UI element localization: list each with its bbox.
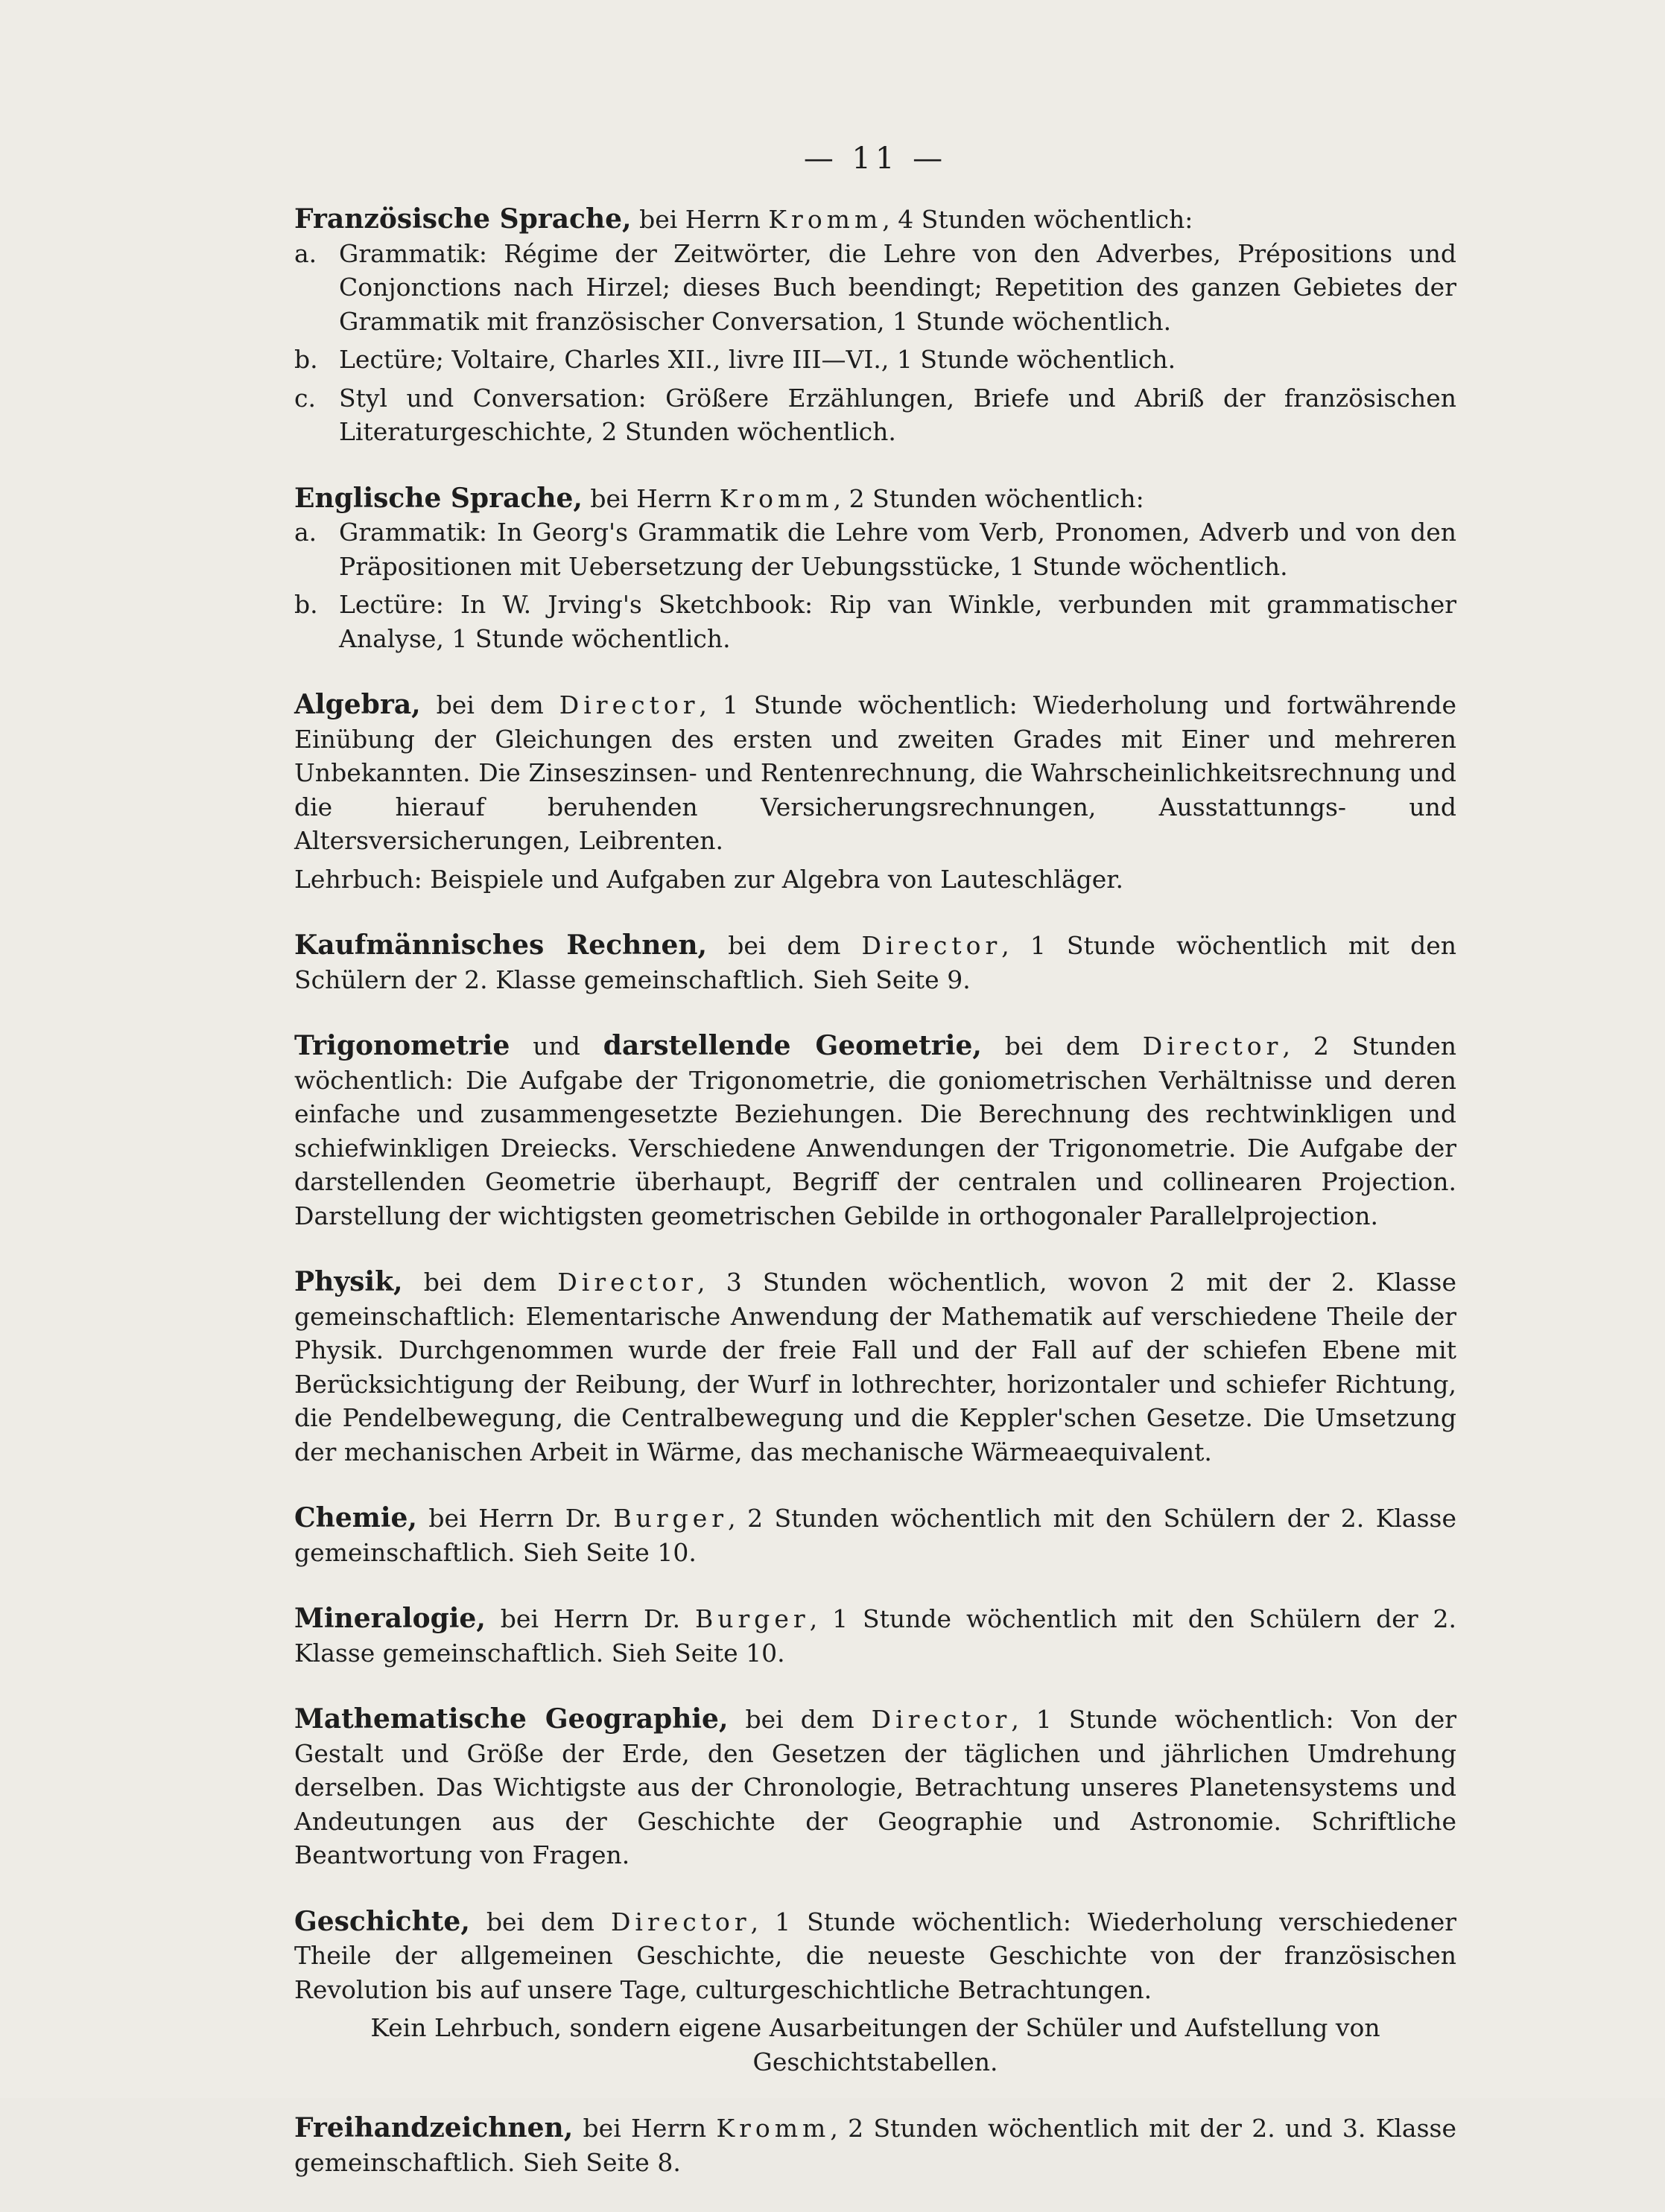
item-marker: b.	[294, 345, 318, 374]
teacher-intro: bei dem	[469, 1907, 611, 1936]
section-paragraph	[294, 1905, 1456, 2007]
item-text: Grammatik: In Georg's Grammatik die Lehre vom Verb, Pronomen, Adverb und von den Präpositionen mit Uebersetzung der Uebungsstücke, 1 Stunde wöchentlich.	[339, 518, 1456, 581]
title-connector: und	[510, 1032, 603, 1061]
teacher-intro: bei Herrn Dr.	[485, 1604, 695, 1633]
section-title: Mineralogie,	[294, 1603, 486, 1634]
section-trigonometrie	[294, 1029, 1456, 1233]
teacher-intro: bei dem	[707, 931, 862, 960]
teacher-intro: bei Herrn	[582, 483, 720, 513]
textbook-note: Kein Lehrbuch, sondern eigene Ausarbeitungen der Schüler und Aufstellung von Geschichtstabellen.	[370, 2013, 1380, 2076]
teacher-intro: bei dem	[420, 690, 559, 719]
page-content	[294, 127, 1456, 2212]
topic-list	[294, 237, 1456, 449]
section-body: , 1 Stunde wöchentlich: Wiederholung verschiedener Theile der allgemeinen Geschichte, die neueste Geschichte von der französischen Revolution bis auf unsere Tage, culturgeschichtliche Betrachtungen.	[294, 1907, 1456, 2004]
section-paragraph	[294, 1703, 1456, 1872]
teacher-intro: bei dem	[402, 1268, 558, 1297]
item-text: Lectüre: In W. Jrving's Sketchbook: Rip van Winkle, verbunden mit grammatischer Analyse, 1 Stunde wöchentlich.	[339, 590, 1456, 653]
section-title: Geschichte,	[294, 1905, 470, 1937]
item-marker: a.	[294, 238, 317, 268]
section-title: Französische Sprache,	[294, 203, 632, 235]
section-body: , 2 Stunden wöchentlich mit der 2. und 3. Klasse gemeinschaftlich. Sieh Seite 8.	[294, 2114, 1456, 2177]
textbook-note: Lehrbuch: Beispiele und Aufgaben zur Algebra von Lauteschläger.	[294, 864, 1123, 894]
section-title: Kaufmännisches Rechnen,	[294, 929, 708, 961]
section-body: , 1 Stunde wöchentlich mit den Schülern der 2. Klasse gemeinschaftlich. Sieh Seite 9.	[294, 931, 1457, 994]
section-body: , 1 Stunde wöchentlich mit den Schülern der 2. Klasse gemeinschaftlich. Sieh Seite 10.	[294, 1604, 1457, 1668]
section-title: Trigonometrie	[294, 1030, 510, 1061]
section-heading-line	[294, 203, 1456, 237]
section-hours: , 4 Stunden wöchentlich:	[882, 205, 1193, 234]
section-title: Chemie,	[294, 1502, 417, 1534]
list-item	[294, 343, 1456, 377]
section-mineralogie	[294, 1602, 1456, 1670]
item-text: Grammatik: Régime der Zeitwörter, die Lehre von den Adverbes, Prépositions und Conjonctions nach Hirzel; dieses Buch beendingt; Repetition des ganzen Gebietes der Grammatik mit französischer Conversation, 1 Stunde wöchentlich.	[339, 238, 1456, 336]
section-chemie	[294, 1501, 1456, 1569]
section-title: Physik,	[294, 1266, 403, 1297]
section-paragraph	[294, 688, 1456, 858]
teacher-name: Director	[861, 931, 1002, 960]
section-franzoesische-sprache	[294, 203, 1456, 449]
section-body: , 1 Stunde wöchentlich: Von der Gestalt und Größe der Erde, den Gesetzen der täglichen und jährlichen Umdrehung derselben. Das Wichtigste aus der Chronologie, Betrachtung unseres Planetensystems und Andeutungen aus der Geschichte der Geographie und Astronomie. Schriftliche Beantwortung von Fragen.	[294, 1705, 1456, 1869]
section-paragraph	[294, 1265, 1456, 1469]
section-paragraph	[294, 1501, 1456, 1569]
teacher-name: Burger	[695, 1604, 810, 1633]
item-text: Styl und Conversation: Größere Erzählungen, Briefe und Abriß der französischen Literaturgeschichte, 2 Stunden wöchentlich.	[339, 383, 1456, 446]
section-title: Freihandzeichnen,	[294, 2112, 574, 2143]
section-geschichte	[294, 1905, 1456, 2079]
item-marker: b.	[294, 590, 318, 619]
section-body: , 2 Stunden wöchentlich mit den Schülern der 2. Klasse gemeinschaftlich. Sieh Seite 10.	[294, 1504, 1456, 1567]
teacher-intro: bei dem	[728, 1705, 872, 1734]
item-marker: c.	[294, 383, 316, 413]
teacher-intro: bei Herrn Dr.	[416, 1504, 614, 1533]
section-title-second: darstellende Geometrie,	[603, 1030, 982, 1061]
section-mathematische-geographie	[294, 1703, 1456, 1872]
section-paragraph	[294, 2111, 1456, 2179]
teacher-name: Director	[557, 1268, 698, 1297]
section-paragraph	[294, 1602, 1456, 1670]
teacher-name: Kromm	[716, 2114, 831, 2143]
section-kaufmaennisches-rechnen	[294, 929, 1456, 997]
teacher-name: Director	[871, 1705, 1012, 1734]
teacher-name: Director	[559, 690, 700, 719]
section-title: Englische Sprache,	[294, 482, 583, 514]
teacher-name: Director	[1142, 1032, 1283, 1061]
section-body: , 3 Stunden wöchentlich, wovon 2 mit der 2. Klasse gemeinschaftlich: Elementarische Anwendung der Mathematik auf verschiedene Theile der Physik. Durchgenommen wurde der freie Fall und der Fall auf der schiefen Ebene mit Berücksichtigung der Reibung, der Wurf in lothrechter, horizontaler und schiefer Richtung, die Pendelbewegung, die Centralbewegung und die Keppler'schen Gesetze. Die Umsetzung der mechanischen Arbeit in Wärme, das mechanische Wärmeaequivalent.	[294, 1268, 1456, 1466]
list-item	[294, 381, 1456, 449]
section-englische-sprache	[294, 482, 1456, 656]
teacher-name: Kromm	[719, 483, 834, 513]
teacher-intro: bei Herrn	[631, 205, 769, 234]
section-title: Mathematische Geographie,	[294, 1703, 729, 1735]
section-heading-line	[294, 482, 1456, 516]
teacher-intro: bei Herrn	[573, 2114, 717, 2143]
section-paragraph	[294, 929, 1456, 997]
section-hours: , 2 Stunden wöchentlich:	[833, 483, 1144, 513]
section-body: , 2 Stunden wöchentlich: Die Aufgabe der Trigonometrie, die goniometrischen Verhältnisse und deren einfache und zusammengesetzte Beziehungen. Die Berechnung des rechtwinkligen und schiefwinkligen Dreiecks. Verschiedene Anwendungen der Trigonometrie. Die Aufgabe der darstellenden Geometrie überhaupt, Begriff der centralen und collinearen Projection. Darstellung der wichtigsten geometrischen Gebilde in orthogonaler Parallelprojection.	[294, 1032, 1457, 1230]
list-item	[294, 237, 1456, 339]
section-physik	[294, 1265, 1456, 1469]
topic-list	[294, 515, 1456, 655]
teacher-name: Director	[610, 1907, 751, 1936]
section-freihandzeichnen	[294, 2111, 1456, 2179]
teacher-name: Kromm	[768, 205, 883, 234]
list-item	[294, 515, 1456, 583]
item-text: Lectüre; Voltaire, Charles XII., livre III—VI., 1 Stunde wöchentlich.	[339, 345, 1176, 374]
section-body: , 1 Stunde wöchentlich: Wiederholung und fortwährende Einübung der Gleichungen des ersten und zweiten Grades mit Einer und mehreren Unbekannten. Die Zinseszinsen- und Rentenrechnung, die Wahrscheinlichkeitsrechnung und die hierauf beruhenden Versicherungsrechnungen, Ausstattunngs- und Altersversicherungen, Leibrenten.	[294, 690, 1457, 855]
teacher-intro: bei dem	[981, 1032, 1143, 1061]
section-title: Algebra,	[294, 689, 421, 720]
page-number: — 11 —	[803, 142, 948, 176]
item-marker: a.	[294, 518, 317, 547]
section-paragraph	[294, 1029, 1456, 1233]
section-algebra	[294, 688, 1456, 896]
teacher-name: Burger	[613, 1504, 729, 1533]
list-item	[294, 588, 1456, 655]
